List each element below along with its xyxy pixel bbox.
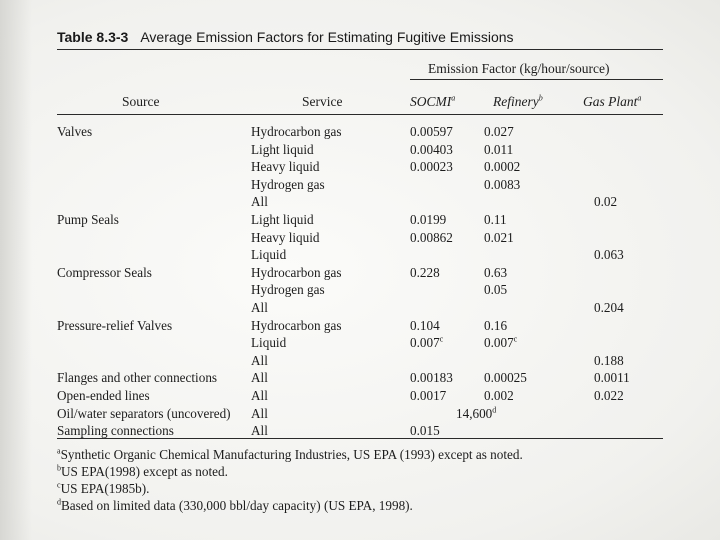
row-source-value: Sampling connections bbox=[57, 423, 174, 439]
footnote-mark: b bbox=[57, 463, 61, 473]
row-socmi bbox=[410, 388, 446, 403]
row-refinery bbox=[484, 265, 507, 280]
row-service-value: All bbox=[251, 423, 268, 439]
row-refinery bbox=[484, 370, 527, 385]
row-service-value: All bbox=[251, 405, 268, 421]
row-refinery-value: 0.002 bbox=[484, 388, 514, 403]
footnote-b bbox=[57, 464, 228, 480]
row-service bbox=[251, 353, 268, 368]
row-refinery-value: 0.0083 bbox=[484, 176, 521, 192]
header-socmi-label: SOCMI bbox=[410, 94, 452, 109]
row-gas-plant-value: 0.022 bbox=[594, 388, 624, 403]
row-service-value: Hydrocarbon gas bbox=[251, 124, 342, 139]
row-refinery-value: 0.0002 bbox=[484, 159, 521, 175]
table-title-text: Average Emission Factors for Estimating Fugitive Emissions bbox=[140, 29, 514, 45]
row-socmi-value: 0.00862 bbox=[410, 229, 453, 245]
row-refinery bbox=[456, 406, 496, 421]
row-source bbox=[57, 423, 174, 438]
row-service-value: Hydrocarbon gas bbox=[251, 264, 342, 280]
row-service-value: Light liquid bbox=[251, 212, 314, 227]
row-service-value: Hydrogen gas bbox=[251, 176, 325, 192]
row-service-value: Liquid bbox=[251, 247, 287, 263]
row-gas-plant-value: 0.188 bbox=[594, 352, 624, 368]
footnote-mark: c bbox=[57, 480, 61, 490]
row-source bbox=[57, 124, 92, 139]
footnote-mark: a bbox=[57, 446, 61, 456]
row-service-value: All bbox=[251, 370, 268, 386]
row-gas-plant bbox=[594, 300, 624, 315]
row-gas-plant-value: 0.204 bbox=[594, 300, 624, 315]
row-gas-plant-value: 0.02 bbox=[594, 194, 618, 210]
row-source bbox=[57, 388, 150, 403]
bottom-rule bbox=[57, 438, 663, 439]
header-source: Source bbox=[122, 94, 160, 109]
row-service bbox=[251, 212, 314, 227]
row-socmi-value: 0.00023 bbox=[410, 159, 453, 175]
row-socmi-value: 0.0017 bbox=[410, 388, 447, 403]
footnote-c bbox=[57, 481, 149, 497]
row-gas-plant bbox=[594, 353, 624, 368]
row-service bbox=[251, 300, 268, 315]
header-gas-plant bbox=[583, 94, 641, 109]
row-refinery-value: 0.16 bbox=[484, 317, 508, 333]
header-refinery bbox=[493, 94, 543, 109]
row-gas-plant bbox=[594, 388, 624, 403]
row-source bbox=[57, 406, 231, 421]
row-service bbox=[251, 335, 286, 350]
row-source-value: Compressor Seals bbox=[57, 264, 152, 280]
header-socmi bbox=[410, 94, 455, 109]
row-socmi bbox=[410, 230, 453, 245]
header-bottom-rule bbox=[57, 114, 663, 115]
row-refinery-value: 0.011 bbox=[484, 141, 514, 157]
header-gas-plant-label: Gas Plant bbox=[583, 94, 638, 109]
row-refinery-value: 0.007 bbox=[484, 335, 514, 351]
footnote-text: Synthetic Organic Chemical Manufacturing Industries, US EPA (1993) except as noted. bbox=[60, 447, 523, 462]
row-service bbox=[251, 370, 268, 385]
footnote-text: US EPA(1998) except as noted. bbox=[61, 464, 228, 479]
row-refinery-value: 0.00025 bbox=[484, 370, 527, 386]
header-refinery-label: Refinery bbox=[493, 94, 539, 109]
row-socmi bbox=[410, 423, 440, 438]
row-service bbox=[251, 282, 325, 297]
row-refinery-value: 0.05 bbox=[484, 282, 508, 298]
row-service bbox=[251, 230, 320, 245]
group-header-rule bbox=[410, 79, 663, 80]
row-refinery-value: 0.11 bbox=[484, 212, 507, 227]
row-gas-plant bbox=[594, 370, 630, 385]
header-refinery-note: b bbox=[538, 93, 543, 103]
row-refinery bbox=[484, 230, 514, 245]
row-service bbox=[251, 423, 268, 438]
row-source-value: Pump Seals bbox=[57, 212, 119, 227]
row-service-value: Heavy liquid bbox=[251, 229, 320, 245]
row-service bbox=[251, 194, 268, 209]
row-refinery-note: c bbox=[513, 334, 518, 344]
row-socmi bbox=[410, 142, 453, 157]
row-refinery bbox=[484, 282, 507, 297]
row-source bbox=[57, 212, 119, 227]
row-socmi bbox=[410, 265, 440, 280]
row-source-value: Open-ended lines bbox=[57, 388, 150, 403]
row-refinery-note: d bbox=[492, 405, 497, 415]
footnote-text: US EPA(1985b). bbox=[60, 481, 150, 496]
row-socmi bbox=[410, 212, 446, 227]
row-socmi-note: c bbox=[439, 334, 444, 344]
row-socmi-value: 0.0199 bbox=[410, 212, 447, 227]
row-gas-plant bbox=[594, 194, 617, 209]
header-gas-plant-note: a bbox=[637, 93, 642, 103]
row-source bbox=[57, 318, 172, 333]
row-refinery-value: 0.027 bbox=[484, 124, 514, 139]
row-gas-plant bbox=[594, 247, 624, 262]
row-source bbox=[57, 265, 152, 280]
page-shadow bbox=[0, 0, 32, 540]
row-service bbox=[251, 177, 325, 192]
row-refinery-value: 0.021 bbox=[484, 229, 514, 245]
top-rule bbox=[57, 49, 663, 50]
row-service-value: All bbox=[251, 352, 268, 368]
row-service bbox=[251, 406, 268, 421]
row-socmi-value: 0.104 bbox=[410, 317, 440, 333]
row-source-value: Flanges and other connections bbox=[57, 370, 218, 386]
row-socmi bbox=[410, 159, 453, 174]
row-service bbox=[251, 159, 320, 174]
row-source-value: Oil/water separators (uncovered) bbox=[57, 405, 231, 421]
footnote-d bbox=[57, 498, 413, 514]
row-refinery bbox=[484, 177, 520, 192]
row-socmi bbox=[410, 124, 453, 139]
row-socmi-value: 0.228 bbox=[410, 264, 440, 280]
row-refinery bbox=[484, 212, 507, 227]
row-socmi bbox=[410, 318, 440, 333]
row-gas-plant-value: 0.0011 bbox=[594, 370, 630, 386]
row-service bbox=[251, 247, 286, 262]
row-service bbox=[251, 318, 341, 333]
row-service bbox=[251, 142, 314, 157]
row-socmi bbox=[410, 335, 443, 350]
row-service bbox=[251, 265, 341, 280]
row-socmi-value: 0.00403 bbox=[410, 141, 453, 157]
row-socmi-value: 0.007 bbox=[410, 335, 440, 351]
row-socmi-value: 0.015 bbox=[410, 423, 440, 439]
row-service bbox=[251, 388, 268, 403]
row-gas-plant-value: 0.063 bbox=[594, 247, 624, 263]
row-refinery-value: 14,600 bbox=[456, 405, 493, 421]
row-refinery bbox=[484, 318, 507, 333]
row-socmi-value: 0.00597 bbox=[410, 124, 453, 139]
footnote-text: Based on limited data (330,000 bbl/day capacity) (US EPA, 1998). bbox=[61, 498, 413, 513]
header-service: Service bbox=[302, 94, 343, 109]
row-source-value: Pressure-relief Valves bbox=[57, 317, 173, 333]
row-refinery-value: 0.63 bbox=[484, 264, 508, 280]
row-refinery bbox=[484, 388, 514, 403]
row-socmi bbox=[410, 370, 453, 385]
row-refinery bbox=[484, 124, 514, 139]
footnote-a bbox=[57, 447, 523, 463]
row-service-value: Hydrogen gas bbox=[251, 282, 325, 298]
row-service-value: All bbox=[251, 194, 268, 210]
row-service-value: Heavy liquid bbox=[251, 159, 320, 175]
row-service-value: Light liquid bbox=[251, 141, 314, 157]
footnote-mark: d bbox=[57, 497, 61, 507]
row-service-value: All bbox=[251, 300, 268, 315]
row-source bbox=[57, 370, 217, 385]
row-refinery bbox=[484, 159, 520, 174]
row-service-value: All bbox=[251, 388, 268, 403]
row-service bbox=[251, 124, 341, 139]
row-source-value: Valves bbox=[57, 124, 93, 139]
emission-factor-group-header: Emission Factor (kg/hour/source) bbox=[428, 61, 610, 76]
row-service-value: Liquid bbox=[251, 335, 287, 351]
header-socmi-note: a bbox=[451, 93, 456, 103]
row-service-value: Hydrocarbon gas bbox=[251, 317, 342, 333]
row-socmi-value: 0.00183 bbox=[410, 370, 453, 386]
table-title bbox=[57, 29, 514, 45]
row-refinery bbox=[484, 335, 517, 350]
table-number: Table 8.3-3 bbox=[57, 29, 129, 45]
row-refinery bbox=[484, 142, 513, 157]
